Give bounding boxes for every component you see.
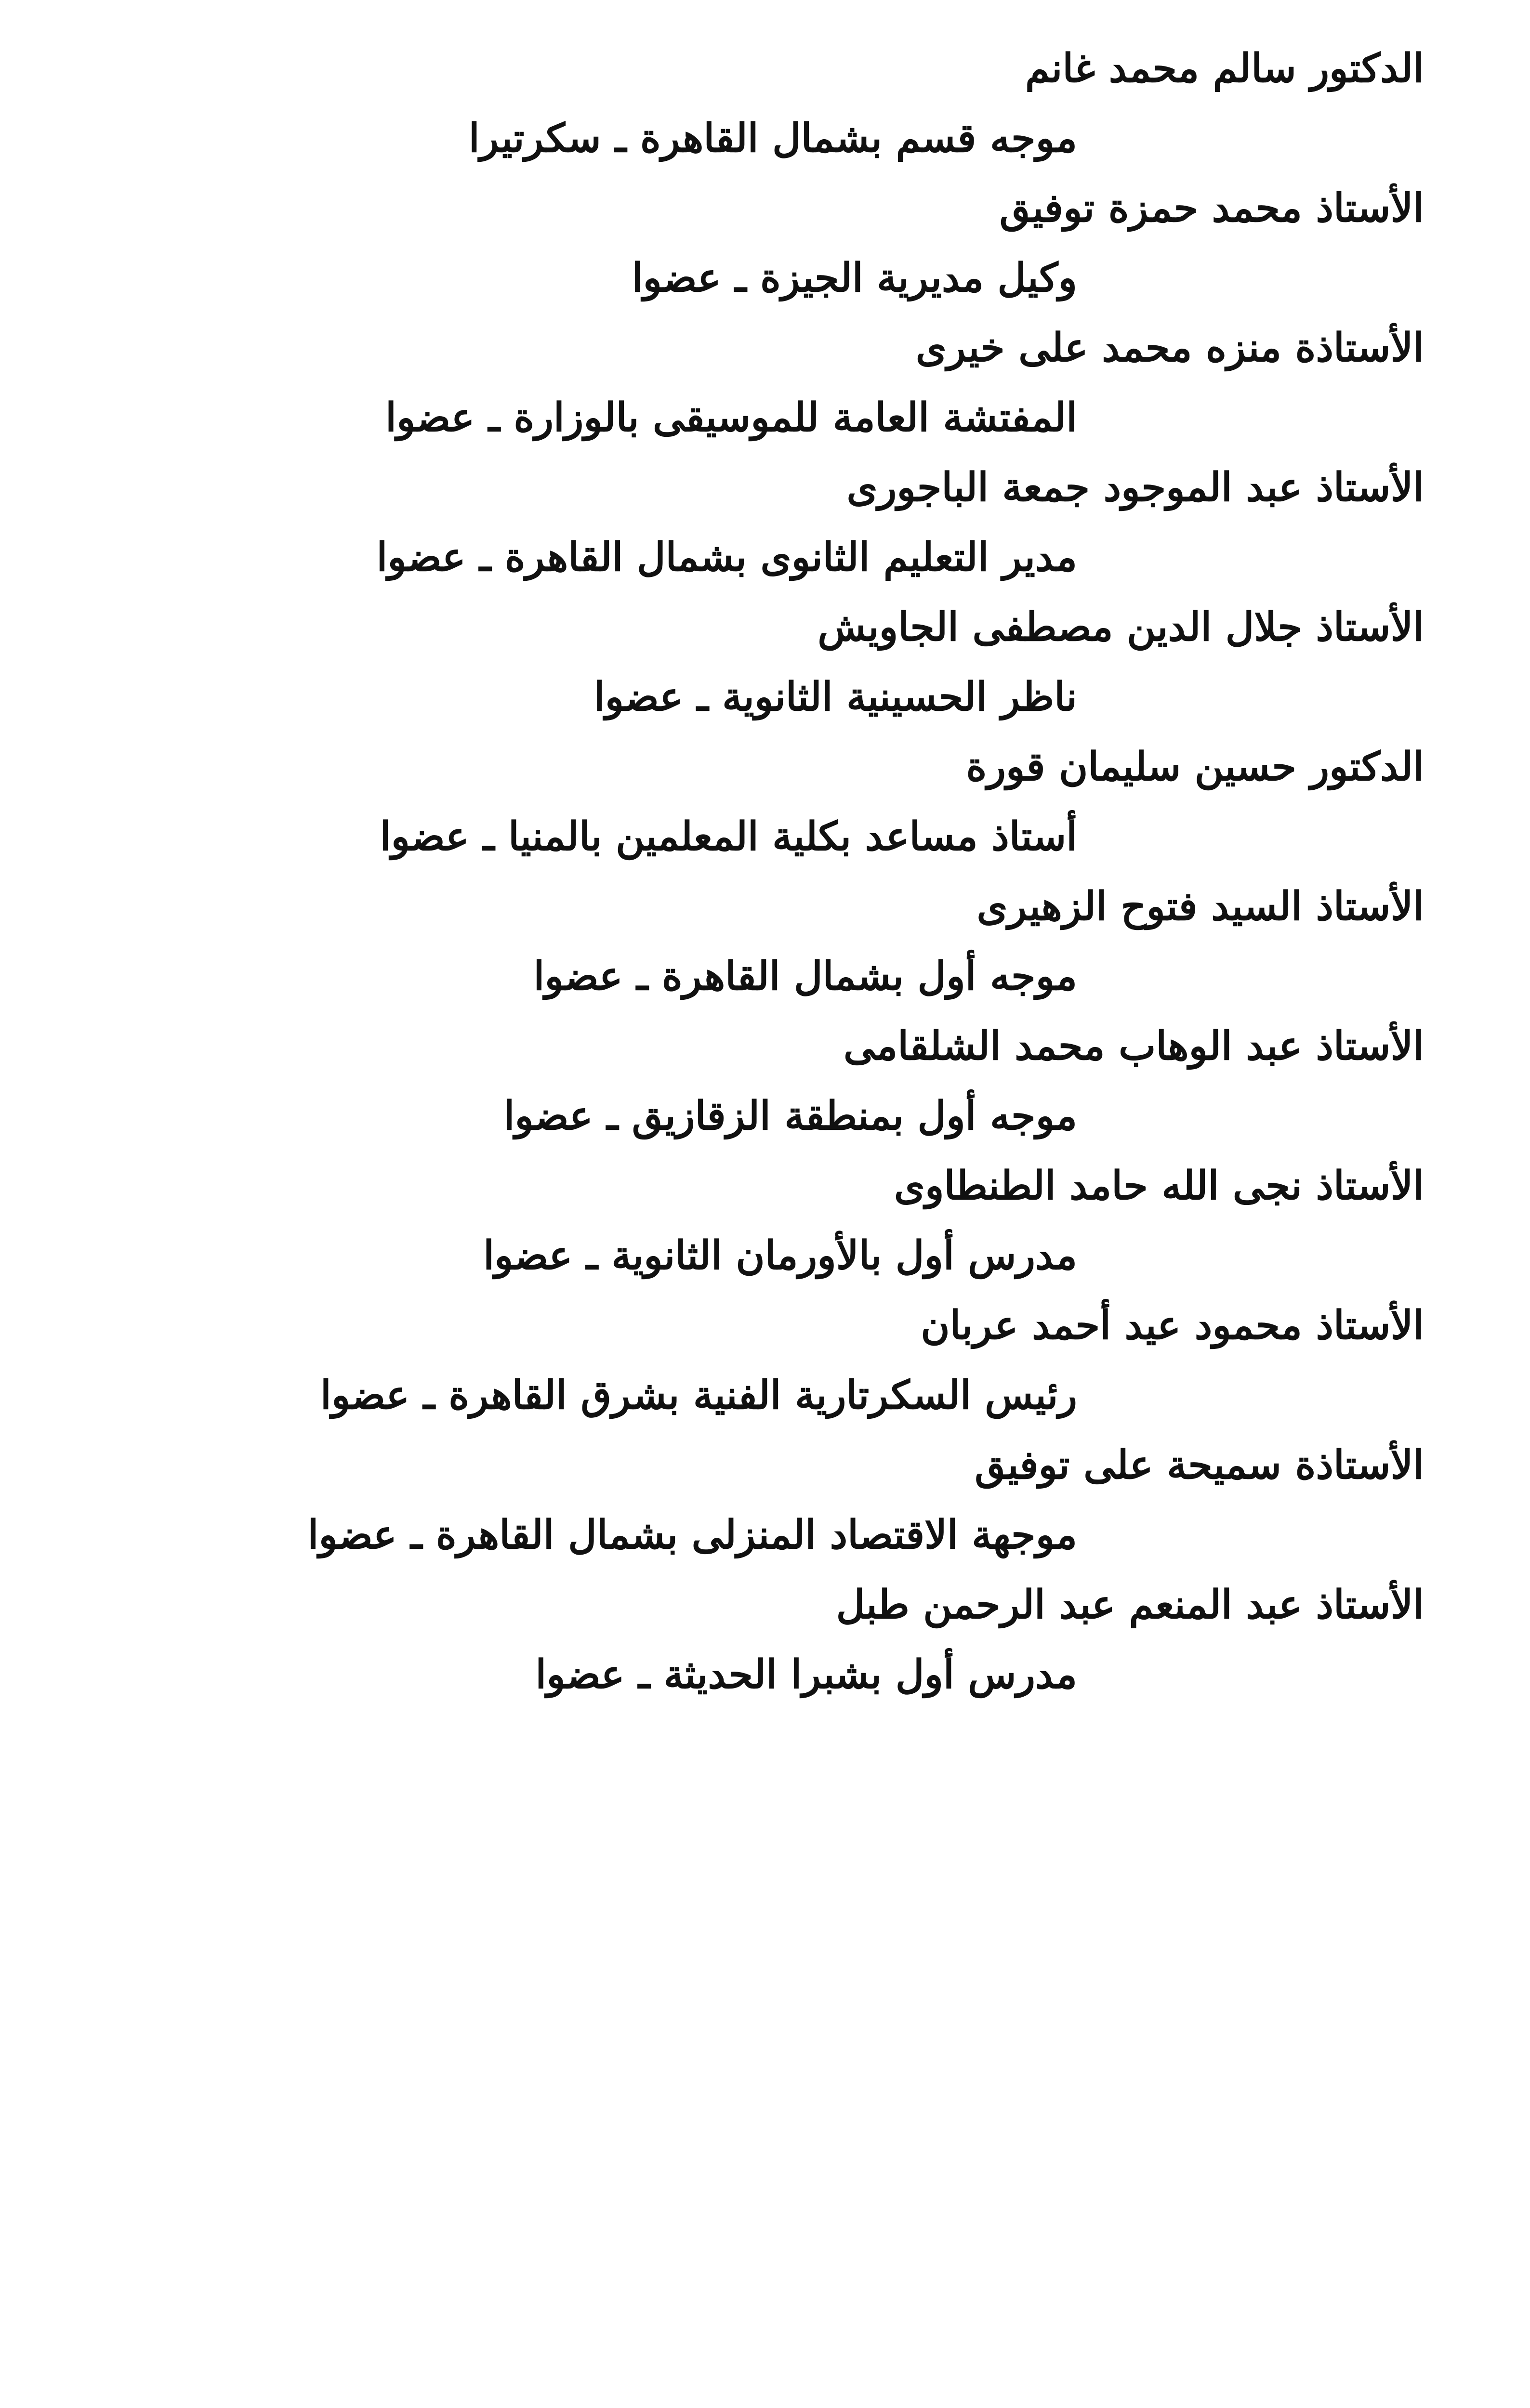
- member-entry: [27, 34, 1424, 173]
- member-entry: [27, 173, 1424, 313]
- member-entry: [27, 1291, 1424, 1430]
- member-role: المفتشة العامة للموسيقى بالوزارة ـ عضوا: [385, 394, 1077, 441]
- member-name: الأستاذ نجى الله حامد الطنطاوى: [894, 1163, 1424, 1209]
- member-name: الأستاذ عبد الموجود جمعة الباجورى: [846, 464, 1424, 510]
- committee-members-list: [27, 34, 1424, 1710]
- member-entry: [27, 1011, 1424, 1151]
- member-entry: [27, 1151, 1424, 1291]
- member-name: الدكتور حسين سليمان قورة: [966, 744, 1424, 790]
- member-role: أستاذ مساعد بكلية المعلمين بالمنيا ـ عضوا: [380, 813, 1077, 860]
- member-name: الأستاذ عبد المنعم عبد الرحمن طبل: [836, 1582, 1424, 1628]
- member-role: وكيل مديرية الجيزة ـ عضوا: [632, 255, 1077, 301]
- member-role: موجه أول بشمال القاهرة ـ عضوا: [533, 953, 1077, 999]
- member-role: رئيس السكرتارية الفنية بشرق القاهرة ـ عضوا: [320, 1372, 1077, 1418]
- member-role: مدرس أول بالأورمان الثانوية ـ عضوا: [483, 1232, 1077, 1279]
- member-name: الأستاذ جلال الدين مصطفى الجاويش: [818, 604, 1424, 650]
- member-role: موجهة الاقتصاد المنزلى بشمال القاهرة ـ عضوا: [307, 1512, 1077, 1558]
- member-entry: [27, 313, 1424, 453]
- member-entry: [27, 592, 1424, 732]
- member-entry: [27, 872, 1424, 1011]
- member-name: الدكتور سالم محمد غانم: [1025, 45, 1424, 92]
- member-entry: [27, 1430, 1424, 1570]
- member-name: الأستاذ محمد حمزة توفيق: [999, 185, 1424, 231]
- member-role: مدرس أول بشبرا الحديثة ـ عضوا: [535, 1651, 1077, 1698]
- member-entry: [27, 732, 1424, 872]
- member-name: الأستاذة منزه محمد على خيرى: [915, 325, 1424, 371]
- member-name: الأستاذ عبد الوهاب محمد الشلقامى: [843, 1023, 1424, 1069]
- member-entry: [27, 453, 1424, 592]
- member-name: الأستاذة سميحة على توفيق: [975, 1442, 1424, 1488]
- member-name: الأستاذ السيد فتوح الزهيرى: [976, 883, 1424, 929]
- member-role: موجه أول بمنطقة الزقازيق ـ عضوا: [503, 1093, 1077, 1139]
- member-role: موجه قسم بشمال القاهرة ـ سكرتيرا: [468, 115, 1077, 161]
- member-role: مدير التعليم الثانوى بشمال القاهرة ـ عضوا: [376, 534, 1077, 580]
- member-name: الأستاذ محمود عيد أحمد عربان: [921, 1302, 1424, 1348]
- member-entry: [27, 1570, 1424, 1710]
- member-role: ناظر الحسينية الثانوية ـ عضوا: [594, 674, 1077, 720]
